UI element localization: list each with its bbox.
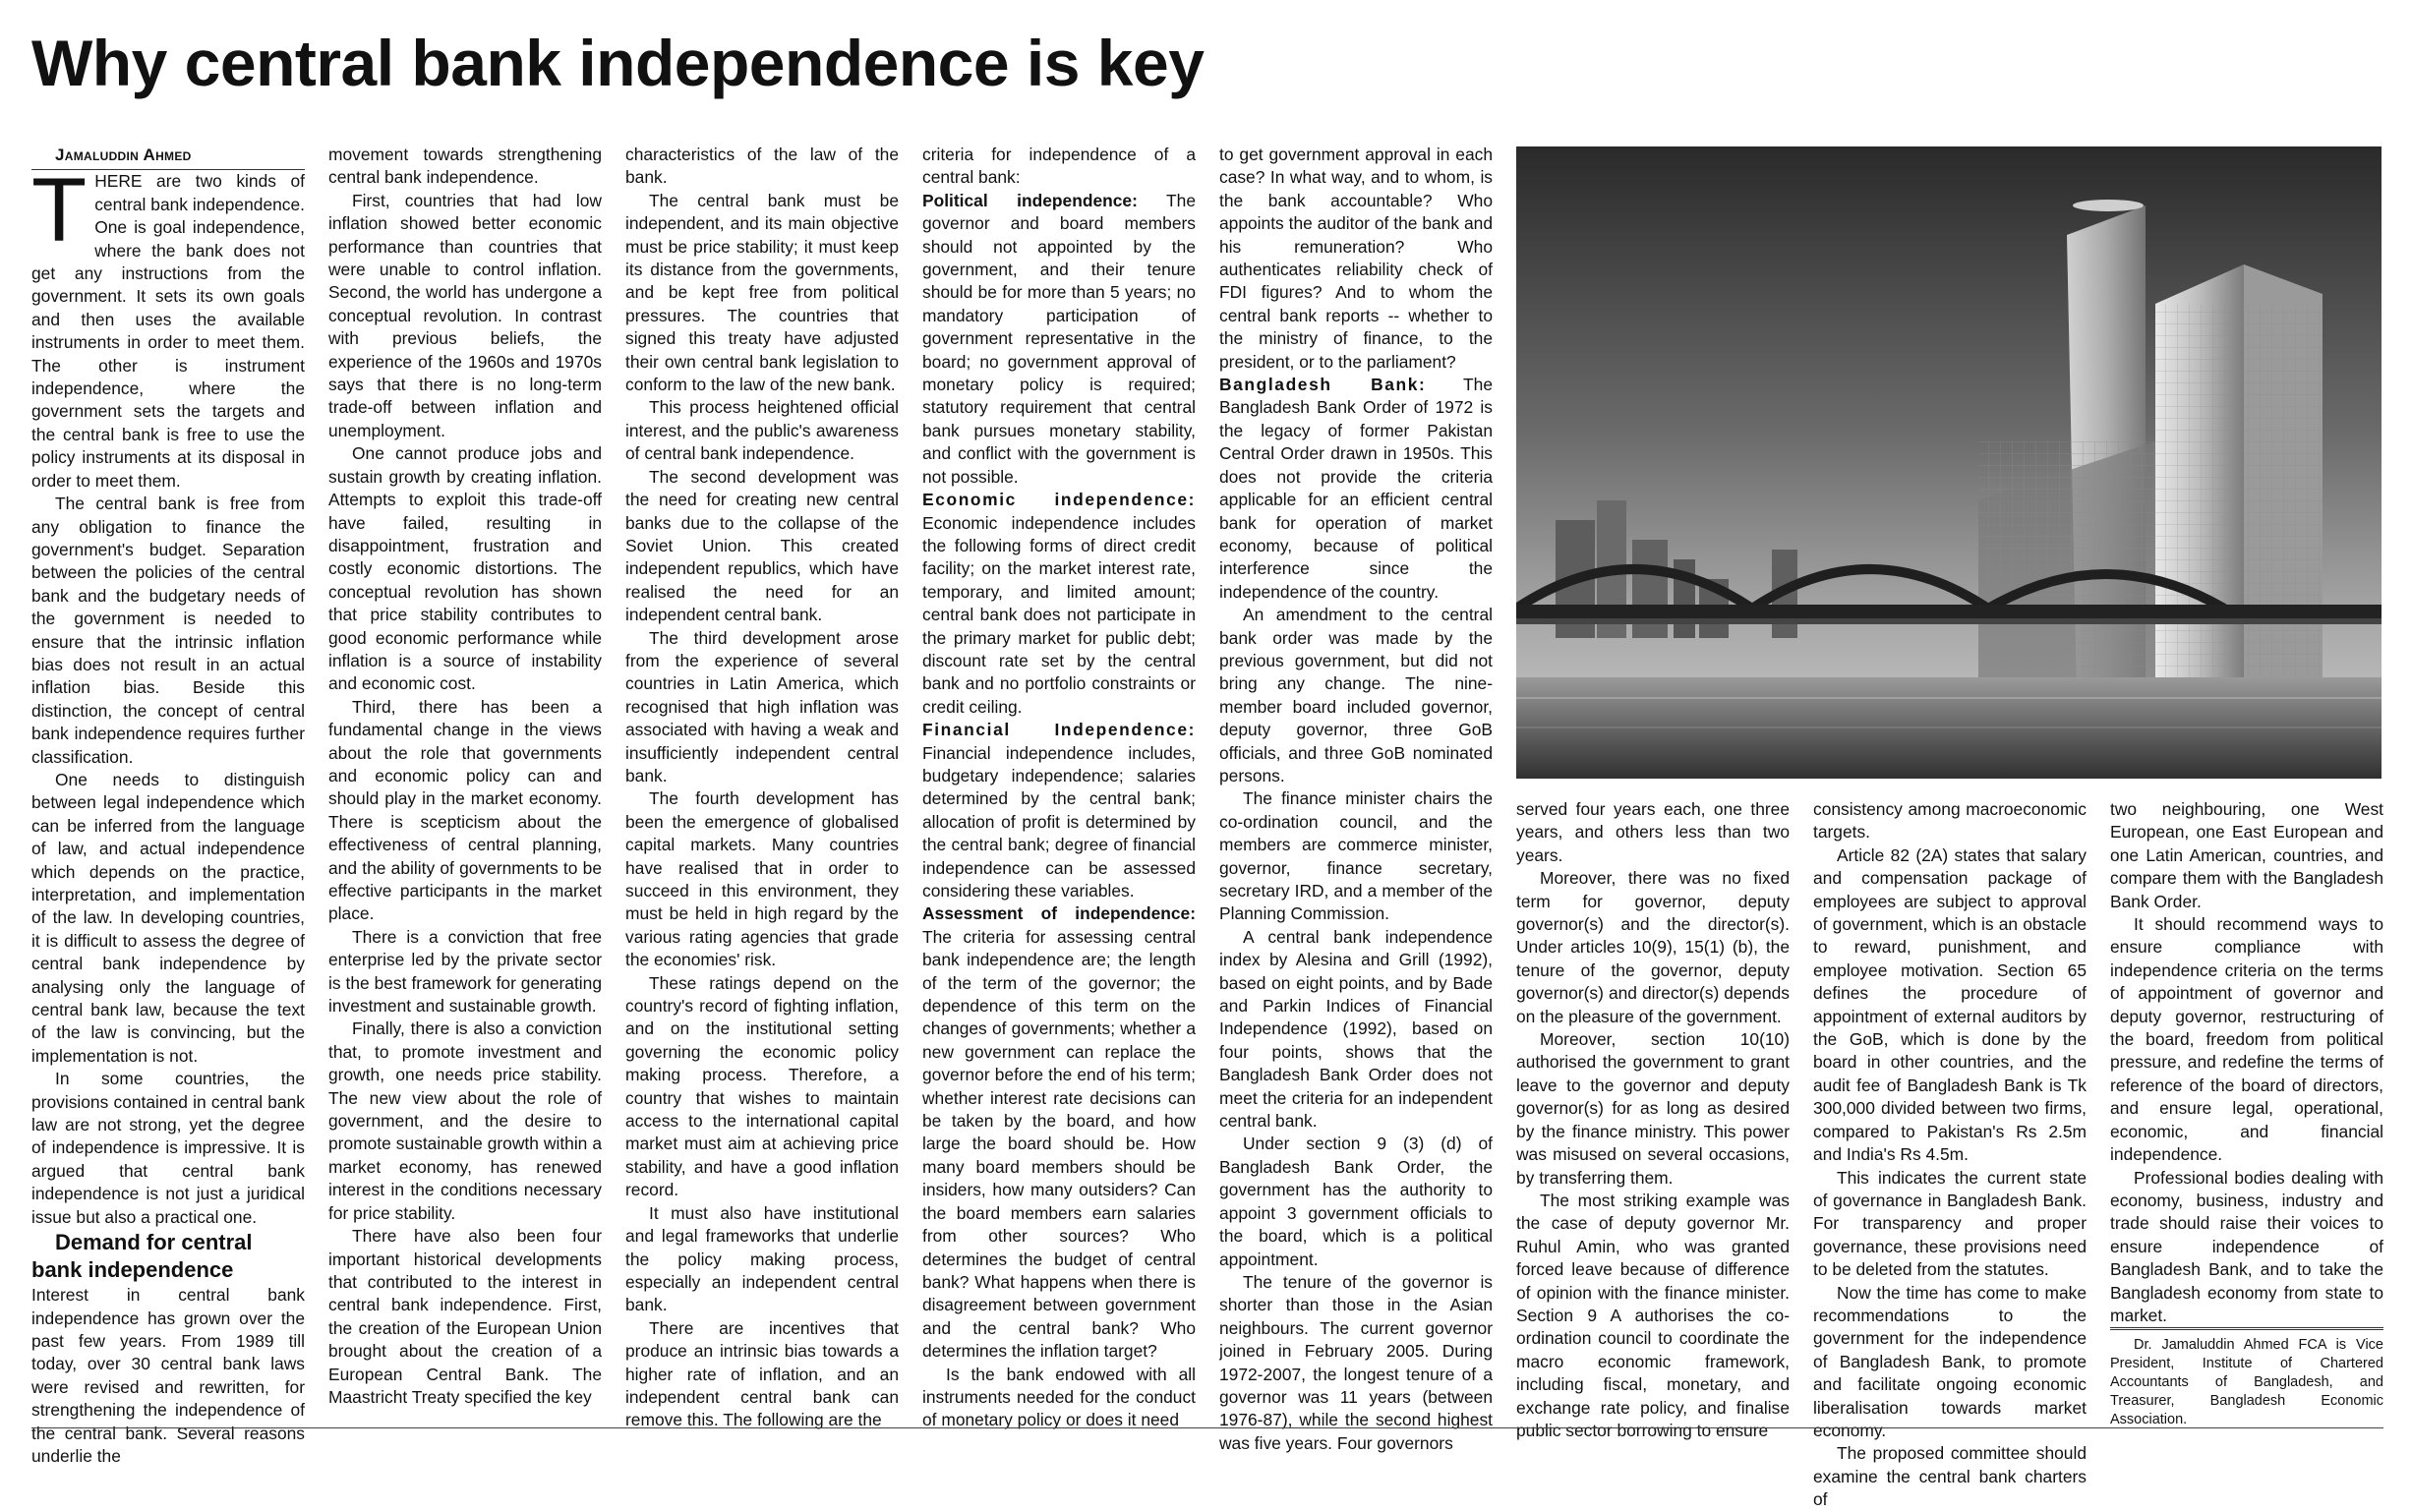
paragraph: Assessment of independence: The criteria for assessing central bank independence are; the length of the term of the governor; the dependence of this term on the changes of governments; whether a new government can replace the governor before the end of his term; whether interest rate decisions can be taken by the board, and how large the board should be. How many board members should be insiders, how many outsiders? Can the board members earn salaries from other sources? Who determines the budget of central bank? What happens when there is disagreement between government and the central bank? Who determines the inflation target? [922, 903, 1196, 1362]
paragraph: An amendment to the central bank order was made by the previous government, but did not bring any change. The nine-member board included governor, deputy governor, three GoB officials, and three GoB nominated persons. [1219, 605, 1493, 785]
paragraph: Financial Independence: Financial independence includes, budgetary independence; salaries determined by the central bank; allocation of profit is determined by the central bank; degree of financial independence can be assessed considering these variables. [922, 720, 1196, 901]
paragraph: One needs to distinguish between legal independence which can be inferred from the language of law, and actual independence which depends on the practice, interpretation, and implementation of the law. In developing countries, it is difficult to assess the degree of central bank independence by analysing only the language of central bank law, because the text of the law is convincing, but the implementation is not. [31, 769, 305, 1066]
paragraph: The fourth development has been the emergence of globalised capital markets. Many countries have realised that in order to succeed in this environment, they must be held in high regard by the various rating agencies that grade the economies' risk. [625, 788, 899, 970]
paragraph: A central bank independence index by Alesina and Grill (1992), based on eight points, and by Bade and Parkin Indices of Financial Independence (1992), based on four points, shows that the Bangladesh Bank Order does not meet the criteria for an independent central bank. [1219, 926, 1493, 1132]
paragraph: The most striking example was the case of deputy governor Mr. Ruhul Amin, who was granted forced leave because of difference of opinion with the finance minister. Section 9 A authorises the co-ordination council to coordinate the macro economic framework, including fiscal, monetary, and exchange rate policy, and finalise public sector borrowing to ensure [1516, 1190, 1790, 1440]
headline: Why central bank independence is key [31, 27, 1205, 99]
paragraph: This indicates the current state of governance in Bangladesh Bank. For transparency and proper governance, these provisions need to be deleted from the statutes. [1813, 1167, 2087, 1280]
bottom-rule [31, 1427, 2383, 1428]
paragraph: Moreover, section 10(10) authorised the government to grant leave to the governor and deputy governor(s) for as long as desired by the finance ministry. This power was misused on several occasions, by transferring them. [1516, 1029, 1790, 1188]
paragraph: The proposed committee should examine the central bank charters of [1813, 1443, 2087, 1510]
article-photo [1516, 146, 2382, 779]
paragraph: Professional bodies dealing with economy, business, industry and trade should raise their voices to ensure independence of Bangladesh Bank, and to take the Bangladesh economy from state to market. [2110, 1167, 2383, 1325]
paragraph: served four years each, one three years, and others less than two years. [1516, 799, 1790, 865]
paragraph: two neighbouring, one West European, one East European and one Latin American, countries, and compare them with the Bangladesh Bank Order. [2110, 799, 2383, 911]
column-5 [1219, 144, 1493, 1455]
paragraph: The second development was the need for creating new central banks due to the collapse of the Soviet Union. This created independent republics, which have realised the need for an independent central bank. [625, 466, 899, 625]
paragraph: Bangladesh Bank: The Bangladesh Bank Order of 1972 is the legacy of former Pakistan Central Order drawn in 1950s. This does not provide the criteria applicable for an efficient central bank for operation of market economy, because of political interference since the independence of the country. [1219, 375, 1493, 602]
paragraph: There have also been four important historical developments that contributed to the interest in central bank independence. First, the creation of the European Union brought about the creation of a European Central Bank. The Maastricht Treaty specified the key [328, 1226, 602, 1407]
paragraph: The central bank must be independent, and its main objective must be price stability; it must keep its distance from the governments, and be kept free from political pressures. The countries that signed this treaty have adjusted their own central bank legislation to conform to the law of the new bank. [625, 190, 899, 395]
paragraph: Political independence: The governor and board members should not appointed by the government, and their tenure should be for more than 5 years; no mandatory participation of government representative in the board; no government approval of monetary policy is required; statutory requirement that central bank pursues monetary stability, and conflict with the government is not possible. [922, 190, 1196, 487]
paragraph: Third, there has been a fundamental change in the views about the role that governments and economic policy can and should play in the market economy. There is scepticism about the effectiveness of central planning, and the ability of governments to be effective participants in the market place. [328, 696, 602, 924]
runin-heading: Assessment of independence: [922, 903, 1196, 924]
paragraph: The third development arose from the experience of several countries in Latin America, which recognised that high inflation was associated with having a weak and insufficiently independent central bank. [625, 627, 899, 785]
subheading: Demand for central bank independence [31, 1230, 253, 1283]
paragraph: One cannot produce jobs and sustain growth by creating inflation. Attempts to exploit this trade-off have failed, resulting in disappointment, frustration and costly economic distortions. The conceptual revolution has shown that price stability contributes to good economic performance while inflation is a source of instability and economic cost. [328, 443, 602, 694]
column-2 [328, 144, 602, 1409]
paragraph: to get government approval in each case? In what way, and to whom, is the bank accountable? Who appoints the auditor of the bank and his remuneration? Who authenticates reliability check of FDI figures? And to whom the central bank reports -- whether to the ministry of finance, to the president, or to the parliament? [1219, 145, 1493, 372]
byline-author: Jamaluddin Ahmed [31, 144, 305, 170]
column-7 [1813, 798, 2087, 1512]
paragraph: First, countries that had low inflation showed better economic performance than countries that were unable to control inflation. Second, the world has undergone a conceptual revolution. In contrast with previous beliefs, the experience of the 1960s and 1970s says that there is no long-term trade-off between inflation and unemployment. [328, 190, 602, 440]
drop-cap: T [31, 160, 88, 262]
paragraph: Interest in central bank independence has grown over the past few years. From 1989 till today, over 30 central bank laws were revised and rewritten, for strengthening the independence of the central bank. Several reasons underlie the [31, 1285, 305, 1466]
runin-heading: Economic independence: [922, 490, 1196, 510]
paragraph: movement towards strengthening central bank independence. [328, 145, 602, 188]
column-1 [31, 144, 305, 1468]
author-bio: Dr. Jamaluddin Ahmed FCA is Vice President, Institute of Chartered Accountants of Bangladesh, and Treasurer, Bangladesh Economic Association. [2110, 1327, 2383, 1429]
paragraph: characteristics of the law of the bank. [625, 145, 899, 188]
column-8 [2110, 798, 2383, 1429]
paragraph: THERE are two kinds of central bank independence. One is goal independence, where the bank does not get any instructions from the government. It sets its own goals and then uses the available instruments in order to meet them. The other is instrument independence, where the government sets the targets and the central bank is free to use the policy instruments at its disposal in order to meet them. [31, 160, 305, 491]
column-4 [922, 144, 1196, 1432]
paragraph: There is a conviction that free enterprise led by the private sector is the best framework for generating investment and sustainable growth. [328, 926, 602, 1017]
paragraph: Now the time has come to make recommendations to the government for the independence of Bangladesh Bank, to promote and facilitate ongoing economic liberalisation towards market economy. [1813, 1282, 2087, 1440]
paragraph: The tenure of the governor is shorter than those in the Asian neighbours. The current governor joined in February 2005. During 1972-2007, the longest tenure of a governor was 11 years (between 1976-87), while the second highest was five years. Four governors [1219, 1271, 1493, 1453]
column-6 [1516, 798, 1790, 1442]
paragraph: There are incentives that produce an intrinsic bias towards a higher rate of inflation, and an independent central bank can remove this. The following are the [625, 1317, 899, 1430]
bank-tower-bridge-photo-icon [1516, 146, 2382, 779]
runin-heading: Financial Independence: [922, 720, 1196, 740]
column-3 [625, 144, 899, 1432]
paragraph: It must also have institutional and legal frameworks that underlie the policy making process, especially an independent central bank. [625, 1202, 899, 1315]
paragraph: In some countries, the provisions contained in central bank law are not strong, yet the degree of independence is impressive. It is argued that central bank independence is not just a juridical issue but also a practical one. [31, 1069, 305, 1227]
paragraph: This process heightened official interest, and the public's awareness of central bank independence. [625, 397, 899, 464]
paragraph: criteria for independence of a central bank: [922, 145, 1196, 188]
paragraph: These ratings depend on the country's record of fighting inflation, and on the institutional setting governing the economic policy making process. Therefore, a country that wishes to maintain access to the international capital market must aim at achieving price stability, and have a good inflation record. [625, 972, 899, 1200]
paragraph: Moreover, there was no fixed term for governor, deputy governor(s) and the director(s). Under articles 10(9), 15(1) (b), the tenure of the governor, deputy governor(s) and director(s) depends on the pleasure of the government. [1516, 868, 1790, 1026]
paragraph: It should recommend ways to ensure compliance with independence criteria on the terms of appointment of governor and deputy governor, restructuring of the board, freedom from political pressure, and redefine the terms of reference of the board of directors, and ensure legal, operational, economic, and financial independence. [2110, 914, 2383, 1165]
paragraph: Is the bank endowed with all instruments needed for the conduct of monetary policy or does it need [922, 1364, 1196, 1430]
runin-heading: Political independence: [922, 190, 1138, 210]
paragraph: Economic independence: Economic independence includes the following forms of direct credit facility; on the market interest rate, temporary, and limited amount; central bank does not participate in the primary market for public debt; discount rate set by the central bank and no portfolio constraints or credit ceiling. [922, 490, 1196, 717]
paragraph: The central bank is free from any obligation to finance the government's budget. Separation between the policies of the central bank and the budgetary needs of the government is needed to ensure that the intrinsic inflation bias does not result in an actual inflation bias. Beside this distinction, the concept of central bank independence requires further classification. [31, 494, 305, 767]
runin-heading: Bangladesh Bank: [1219, 375, 1427, 395]
paragraph: Under section 9 (3) (d) of Bangladesh Bank Order, the government has the authority to appoint 3 government officials to the board, which is a political appointment. [1219, 1134, 1493, 1269]
paragraph: consistency among macroeconomic targets. [1813, 799, 2087, 843]
paragraph: Finally, there is also a conviction that, to promote investment and growth, one needs price stability. The new view about the role of government, and the desire to promote sustainable growth within a market economy, has renewed interest in the conditions necessary for price stability. [328, 1018, 602, 1223]
paragraph: The finance minister chairs the co-ordination council, and the members are commerce minister, governor, finance secretary, secretary IRD, and a member of the Planning Commission. [1219, 788, 1493, 924]
paragraph: Article 82 (2A) states that salary and compensation package of employees are subject to approval of government, which is an obstacle to reward, punishment, and employee motivation. Section 65 defines the procedure of appointment of external auditors by the GoB, which is done by the board in other countries, and the audit fee of Bangladesh Bank is Tk 300,000 divided between two firms, compared to Pakistan's Rs 2.5m and India's Rs 4.5m. [1813, 844, 2087, 1165]
